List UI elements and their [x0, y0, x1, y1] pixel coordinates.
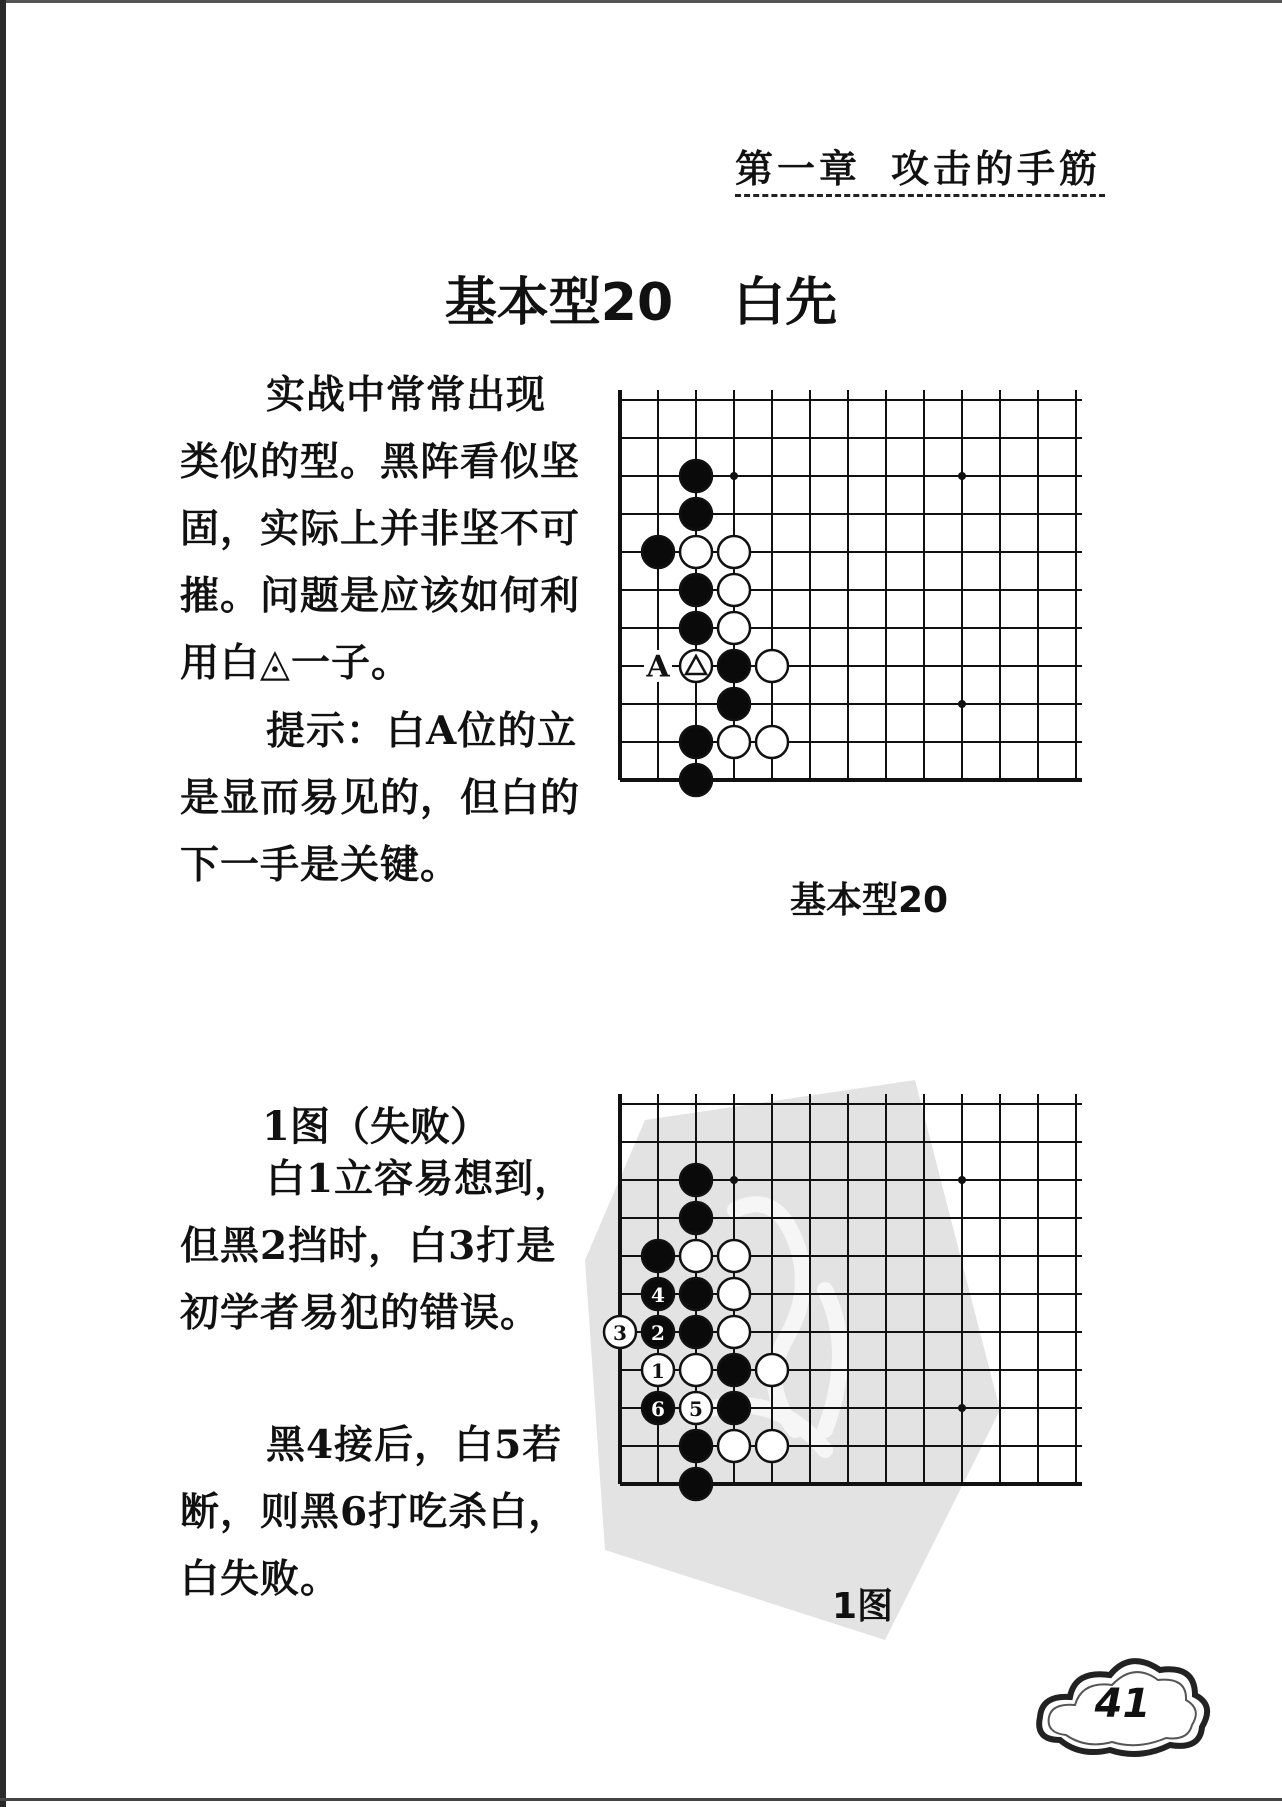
page-number: 41 [1094, 1681, 1151, 1727]
problem-title-main: 基本型20 [444, 273, 674, 333]
solution-1-paragraph-2: 黑4接后，白5若断，则黑6打吃杀白，白失败。 [180, 1422, 569, 1602]
board1-black-stone [680, 460, 712, 492]
board1-white-stone [756, 650, 788, 682]
board2-black-stone [680, 1202, 712, 1234]
page-number-cloud [1030, 1645, 1215, 1765]
board1-black-stone [642, 536, 674, 568]
board2-white-stone [718, 1240, 750, 1272]
white-move-number: 1 [651, 1359, 665, 1383]
board1-star-point [730, 472, 738, 480]
board1-star-point [958, 700, 966, 708]
board2-white-stone [680, 1240, 712, 1272]
board1-black-stone [718, 688, 750, 720]
board1-white-stone [718, 612, 750, 644]
board2-black-stone [680, 1164, 712, 1196]
black-move-number: 4 [651, 1283, 665, 1307]
board2-white-stone [718, 1430, 750, 1462]
board2-white-stone [756, 1430, 788, 1462]
board2-black-stone [680, 1430, 712, 1462]
board1-black-stone [718, 650, 750, 682]
problem-title-side: 白先 [733, 273, 838, 333]
board2-star-point [958, 1176, 966, 1184]
board1-black-stone [680, 498, 712, 530]
chapter-number: 第一章 [735, 146, 862, 191]
point-label-a: A [646, 649, 670, 685]
solution-1-paragraph-1: 白1立容易想到，但黑2挡时，白3打是初学者易犯的错误。 [180, 1156, 575, 1336]
white-move-number: 5 [689, 1397, 703, 1421]
board2-black-stone [718, 1354, 750, 1386]
board2-black-stone [680, 1316, 712, 1348]
board1-black-stone [680, 764, 712, 796]
figure-1-caption: 1图 [832, 1586, 894, 1627]
board2-black-stone [680, 1278, 712, 1310]
page-bottom-border [0, 1798, 1282, 1801]
page-top-border [0, 0, 1282, 3]
board2-black-stone [680, 1468, 712, 1500]
board1-white-stone [718, 536, 750, 568]
board1-white-stone [718, 726, 750, 758]
board2-star-point [958, 1404, 966, 1412]
board2-star-point [730, 1176, 738, 1184]
board2-white-stone [718, 1316, 750, 1348]
board2-white-stone [680, 1354, 712, 1386]
board1-white-stone [680, 536, 712, 568]
intro-paragraph-1: 实战中常常出现类似的型。黑阵看似坚固，实际上并非坚不可摧。问题是应该如何利用白◬一子。 [180, 372, 581, 686]
black-move-number: 2 [651, 1321, 665, 1345]
board1-black-stone [680, 612, 712, 644]
black-move-number: 6 [651, 1397, 665, 1421]
board2-white-stone [718, 1278, 750, 1310]
problem-title [0, 260, 1282, 335]
chapter-title: 攻击的手筋 [891, 146, 1102, 191]
board1-white-stone [718, 574, 750, 606]
board1-star-point [958, 472, 966, 480]
solution-1-heading: 1图（失败） [262, 1103, 490, 1150]
go-board-problem [620, 390, 1105, 835]
running-header [735, 138, 1105, 197]
go-board-figure-1 [613, 1094, 1105, 1539]
board2-black-stone [718, 1392, 750, 1424]
board1-black-stone [680, 726, 712, 758]
intro-paragraph-2: 提示：白A位的立是显而易见的，但白的下一手是关键。 [180, 708, 581, 888]
diagram-1-caption: 基本型20 [790, 880, 949, 921]
board1-white-stone [756, 726, 788, 758]
board2-white-stone [756, 1354, 788, 1386]
board1-black-stone [680, 574, 712, 606]
board2-black-stone [642, 1240, 674, 1272]
white-move-number: 3 [613, 1321, 627, 1345]
